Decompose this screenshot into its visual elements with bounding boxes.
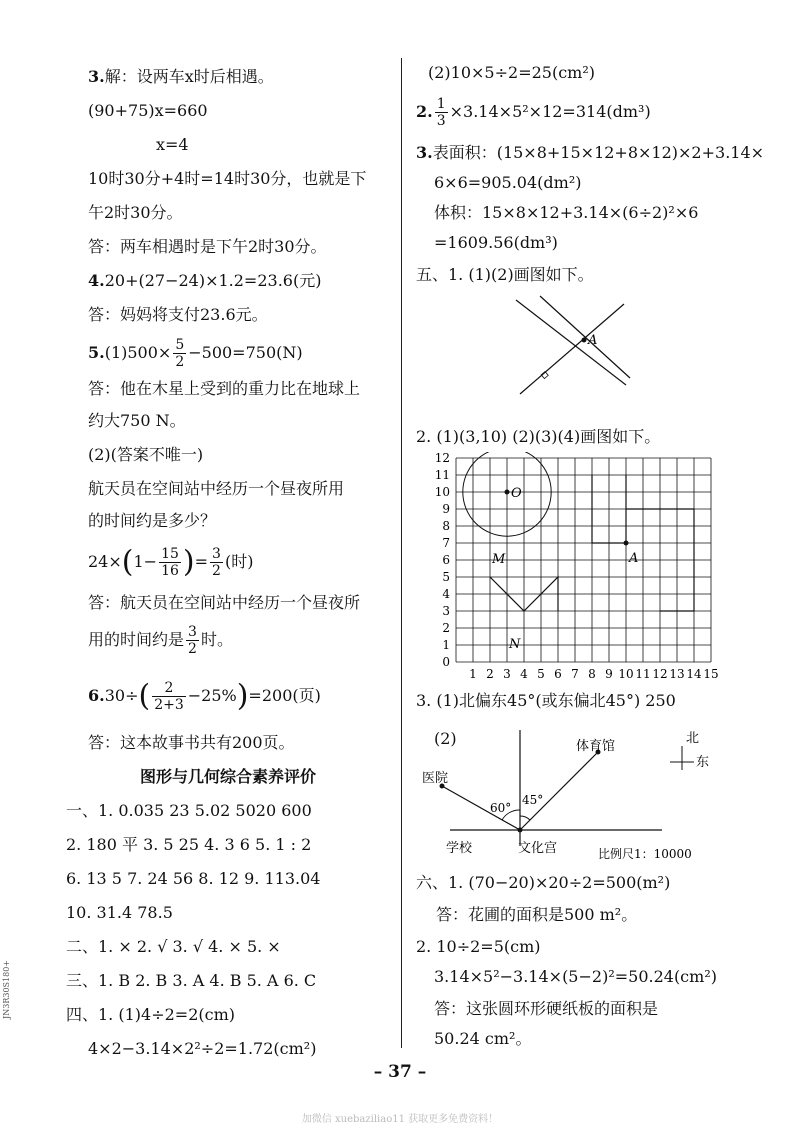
school-label: 学校	[446, 841, 473, 856]
q5-text1: (1)500×	[104, 343, 172, 362]
x-tick-label: 2	[486, 667, 494, 681]
q5-expression	[88, 542, 253, 583]
q6-line	[88, 676, 321, 717]
expr-part: (时)	[224, 552, 254, 571]
expr-result-fraction	[210, 546, 223, 579]
q5-question2: 的时间约是多少？	[88, 511, 217, 530]
r-line-9: 3. (1)北偏东45°(或东偏北45°) 250	[416, 691, 676, 710]
r-line-16: 50.24 cm²。	[434, 1029, 532, 1048]
stadium-label: 体育馆	[576, 739, 616, 754]
scale-label: 比例尺1：10000	[598, 847, 692, 861]
stadium-direction-line	[520, 752, 598, 830]
q4-line	[88, 270, 321, 292]
expr-part: −25%	[187, 686, 237, 705]
point-a	[582, 338, 587, 343]
hospital-label: 医院	[422, 771, 449, 786]
page-number: – 37 –	[373, 1062, 427, 1082]
fraction-numerator: 3	[212, 546, 221, 562]
q3-eq1: (90+75)x=660	[88, 101, 208, 120]
x-tick-label: 6	[554, 667, 562, 681]
q5-answer2: 约大750 N。	[88, 411, 186, 430]
grid-y-labels	[435, 452, 451, 669]
x-tick-label: 11	[635, 667, 651, 681]
direction-map-figure	[418, 728, 738, 862]
y-tick-label: 3	[442, 604, 450, 618]
r-line-8: 2. (1)(3,10) (2)(3)(4)画图如下。	[416, 427, 661, 446]
angle-arc-45	[520, 816, 530, 820]
q5-answer3: 答：航天员在空间站中经历一个昼夜所	[88, 593, 361, 612]
q3-text: 解：设两车x时后相遇。	[104, 67, 274, 86]
angle-45-label: 45°	[522, 793, 544, 807]
r2-text: ×3.14×5²×12=314(dm³)	[449, 102, 651, 121]
r2-number: 2.	[416, 102, 433, 121]
x-tick-label: 7	[571, 667, 579, 681]
label-a: A	[629, 551, 639, 566]
point-o	[505, 490, 510, 495]
r-line-5: 体积：15×8×12+3.14×(6÷2)²×6	[434, 203, 699, 222]
section-title: 图形与几何综合素养评价	[140, 767, 317, 786]
q4-number: 4.	[88, 271, 105, 290]
column-divider	[401, 58, 402, 1048]
r-line-12: 答：花圃的面积是500 m²。	[436, 905, 638, 924]
q5-answer1: 答：他在木星上受到的重力比在地球上	[88, 379, 361, 398]
r3-number: 3.	[416, 143, 433, 162]
x-tick-label: 13	[669, 667, 685, 681]
r-line-15: 答：这张圆环形硬纸板的面积是	[434, 999, 659, 1018]
fraction-denominator: 2+3	[154, 697, 184, 713]
paren-open: (	[121, 544, 134, 580]
answer-fraction	[186, 624, 199, 657]
r-line-13: 2. 10÷2=5(cm)	[416, 937, 541, 956]
q6-number: 6.	[88, 686, 105, 705]
x-tick-label: 8	[588, 667, 596, 681]
q5-number: 5.	[88, 343, 105, 362]
grid-shapes	[463, 452, 694, 645]
y-tick-label: 10	[434, 485, 450, 499]
r3-text: 表面积：(15×8+15×12+8×12)×2+3.14×	[432, 143, 765, 162]
expr-part: =	[194, 552, 209, 571]
y-tick-label: 8	[442, 519, 450, 533]
r-line-14: 3.14×5²−3.14×(5−2)²=50.24(cm²)	[434, 967, 717, 986]
answer-text: 时。	[200, 630, 233, 649]
line-3	[520, 304, 624, 394]
label-m: M	[492, 552, 506, 567]
q6-answer: 答：这本故事书共有200页。	[88, 733, 295, 752]
q3-answer: 答：两车相遇时是下午2时30分。	[88, 237, 327, 256]
fraction-numerator: 2	[152, 680, 186, 697]
r-line-10: (2)	[434, 729, 457, 748]
y-tick-label: 0	[442, 655, 450, 669]
r-line-7: 五、1. (1)(2)画图如下。	[416, 265, 594, 284]
expr-part: =200(页)	[248, 686, 321, 705]
footer-watermark: 加微信 xuebaziliao11 获取更多免费资料！	[301, 1114, 499, 1125]
r-line-6: =1609.56(dm³)	[434, 233, 558, 252]
label-n: N	[509, 637, 521, 652]
fraction-denominator: 2	[188, 641, 197, 657]
fraction-denominator: 3	[436, 113, 446, 129]
x-tick-label: 5	[537, 667, 545, 681]
q5-line	[88, 336, 303, 370]
y-tick-label: 6	[442, 553, 450, 567]
q3-text2: 午2时30分。	[88, 203, 183, 222]
answers-row-5: 二、1. × 2. √ 3. √ 4. × 5. ×	[66, 937, 281, 956]
q5-question1: 航天员在空间站中经历一个昼夜所用	[88, 479, 345, 498]
r-line-4: 6×6=905.04(dm²)	[434, 173, 582, 192]
x-tick-label: 10	[618, 667, 634, 681]
coordinate-grid-figure	[428, 452, 728, 684]
answer-text: 用的时间约是	[88, 630, 185, 649]
r-line-2	[416, 94, 651, 130]
answers-row-8: 4×2−3.14×2²÷2=1.72(cm²)	[88, 1039, 317, 1058]
q4-text: 20+(27−24)×1.2=23.6(元)	[104, 271, 322, 290]
answers-row-3: 6. 13 5 7. 24 56 8. 12 9. 113.04	[66, 869, 321, 888]
x-tick-label: 9	[605, 667, 613, 681]
q3-text1: 10时30分+4时=14时30分，也就是下	[88, 169, 367, 188]
fraction-numerator: 5	[175, 337, 185, 353]
x-tick-label: 14	[686, 667, 702, 681]
fraction-denominator: 2	[175, 354, 185, 370]
side-code: JN3R30S180+	[2, 960, 11, 1019]
r-line-1: (2)10×5÷2=25(cm²)	[428, 63, 595, 82]
y-tick-label: 7	[442, 536, 450, 550]
y-tick-label: 12	[434, 452, 450, 465]
q3-line	[88, 66, 274, 88]
q5-text2: −500=750(N)	[188, 343, 303, 362]
x-tick-label: 3	[503, 667, 511, 681]
label-o: O	[511, 486, 522, 501]
expr-part: 1−	[133, 552, 158, 571]
y-tick-label: 11	[434, 468, 450, 482]
answers-row-7: 四、1. (1)4÷2=2(cm)	[66, 1005, 235, 1024]
perpendicular-lines-figure	[496, 290, 636, 400]
fraction-denominator: 2	[212, 563, 221, 579]
x-tick-label: 1	[469, 667, 477, 681]
r2-fraction	[435, 96, 448, 129]
east-label: 东	[696, 755, 710, 770]
y-tick-label: 1	[442, 638, 450, 652]
y-tick-label: 5	[442, 570, 450, 584]
q6-fraction	[152, 680, 186, 713]
q3-eq2: x=4	[156, 135, 189, 154]
answers-row-4: 10. 31.4 78.5	[66, 903, 173, 922]
r-line-3	[416, 142, 764, 164]
north-label: 北	[686, 731, 700, 746]
expr-part: 24×	[88, 552, 122, 571]
palace-label: 文化宫	[518, 841, 558, 856]
fraction-denominator: 16	[161, 563, 179, 579]
fraction-numerator: 15	[161, 546, 179, 562]
q5-fraction	[173, 337, 186, 370]
answers-row-2: 2. 180 平 3. 5 25 4. 3 6 5. 1 : 2	[66, 835, 312, 854]
answers-row-6: 三、1. B 2. B 3. A 4. B 5. A 6. C	[66, 971, 317, 990]
label-a: A	[588, 333, 598, 348]
y-tick-label: 9	[442, 502, 450, 516]
x-tick-label: 4	[520, 667, 528, 681]
paren-close: )	[236, 678, 249, 714]
point-a	[624, 541, 629, 546]
q5-answer4	[88, 620, 233, 660]
q5-part2: (2)(答案不唯一)	[88, 445, 204, 464]
y-tick-label: 4	[442, 587, 450, 601]
q3-number: 3.	[88, 67, 105, 86]
paren-open: (	[138, 678, 151, 714]
answers-row-1: 一、1. 0.035 23 5.02 5020 600	[66, 801, 312, 820]
x-tick-label: 15	[703, 667, 719, 681]
palace-point	[518, 828, 523, 833]
angle-60-label: 60°	[490, 801, 512, 815]
q4-answer: 答：妈妈将支付23.6元。	[88, 305, 268, 324]
grid-x-labels	[469, 667, 718, 681]
y-tick-label: 2	[442, 621, 450, 635]
fraction-numerator: 1	[436, 96, 446, 112]
fraction-numerator: 3	[188, 624, 197, 640]
x-tick-label: 12	[652, 667, 668, 681]
paren-close: )	[182, 544, 195, 580]
r-line-11: 六、1. (70−20)×20÷2=500(m²)	[416, 873, 671, 892]
expr-part: 30÷	[104, 686, 139, 705]
expr-fraction	[159, 546, 181, 579]
